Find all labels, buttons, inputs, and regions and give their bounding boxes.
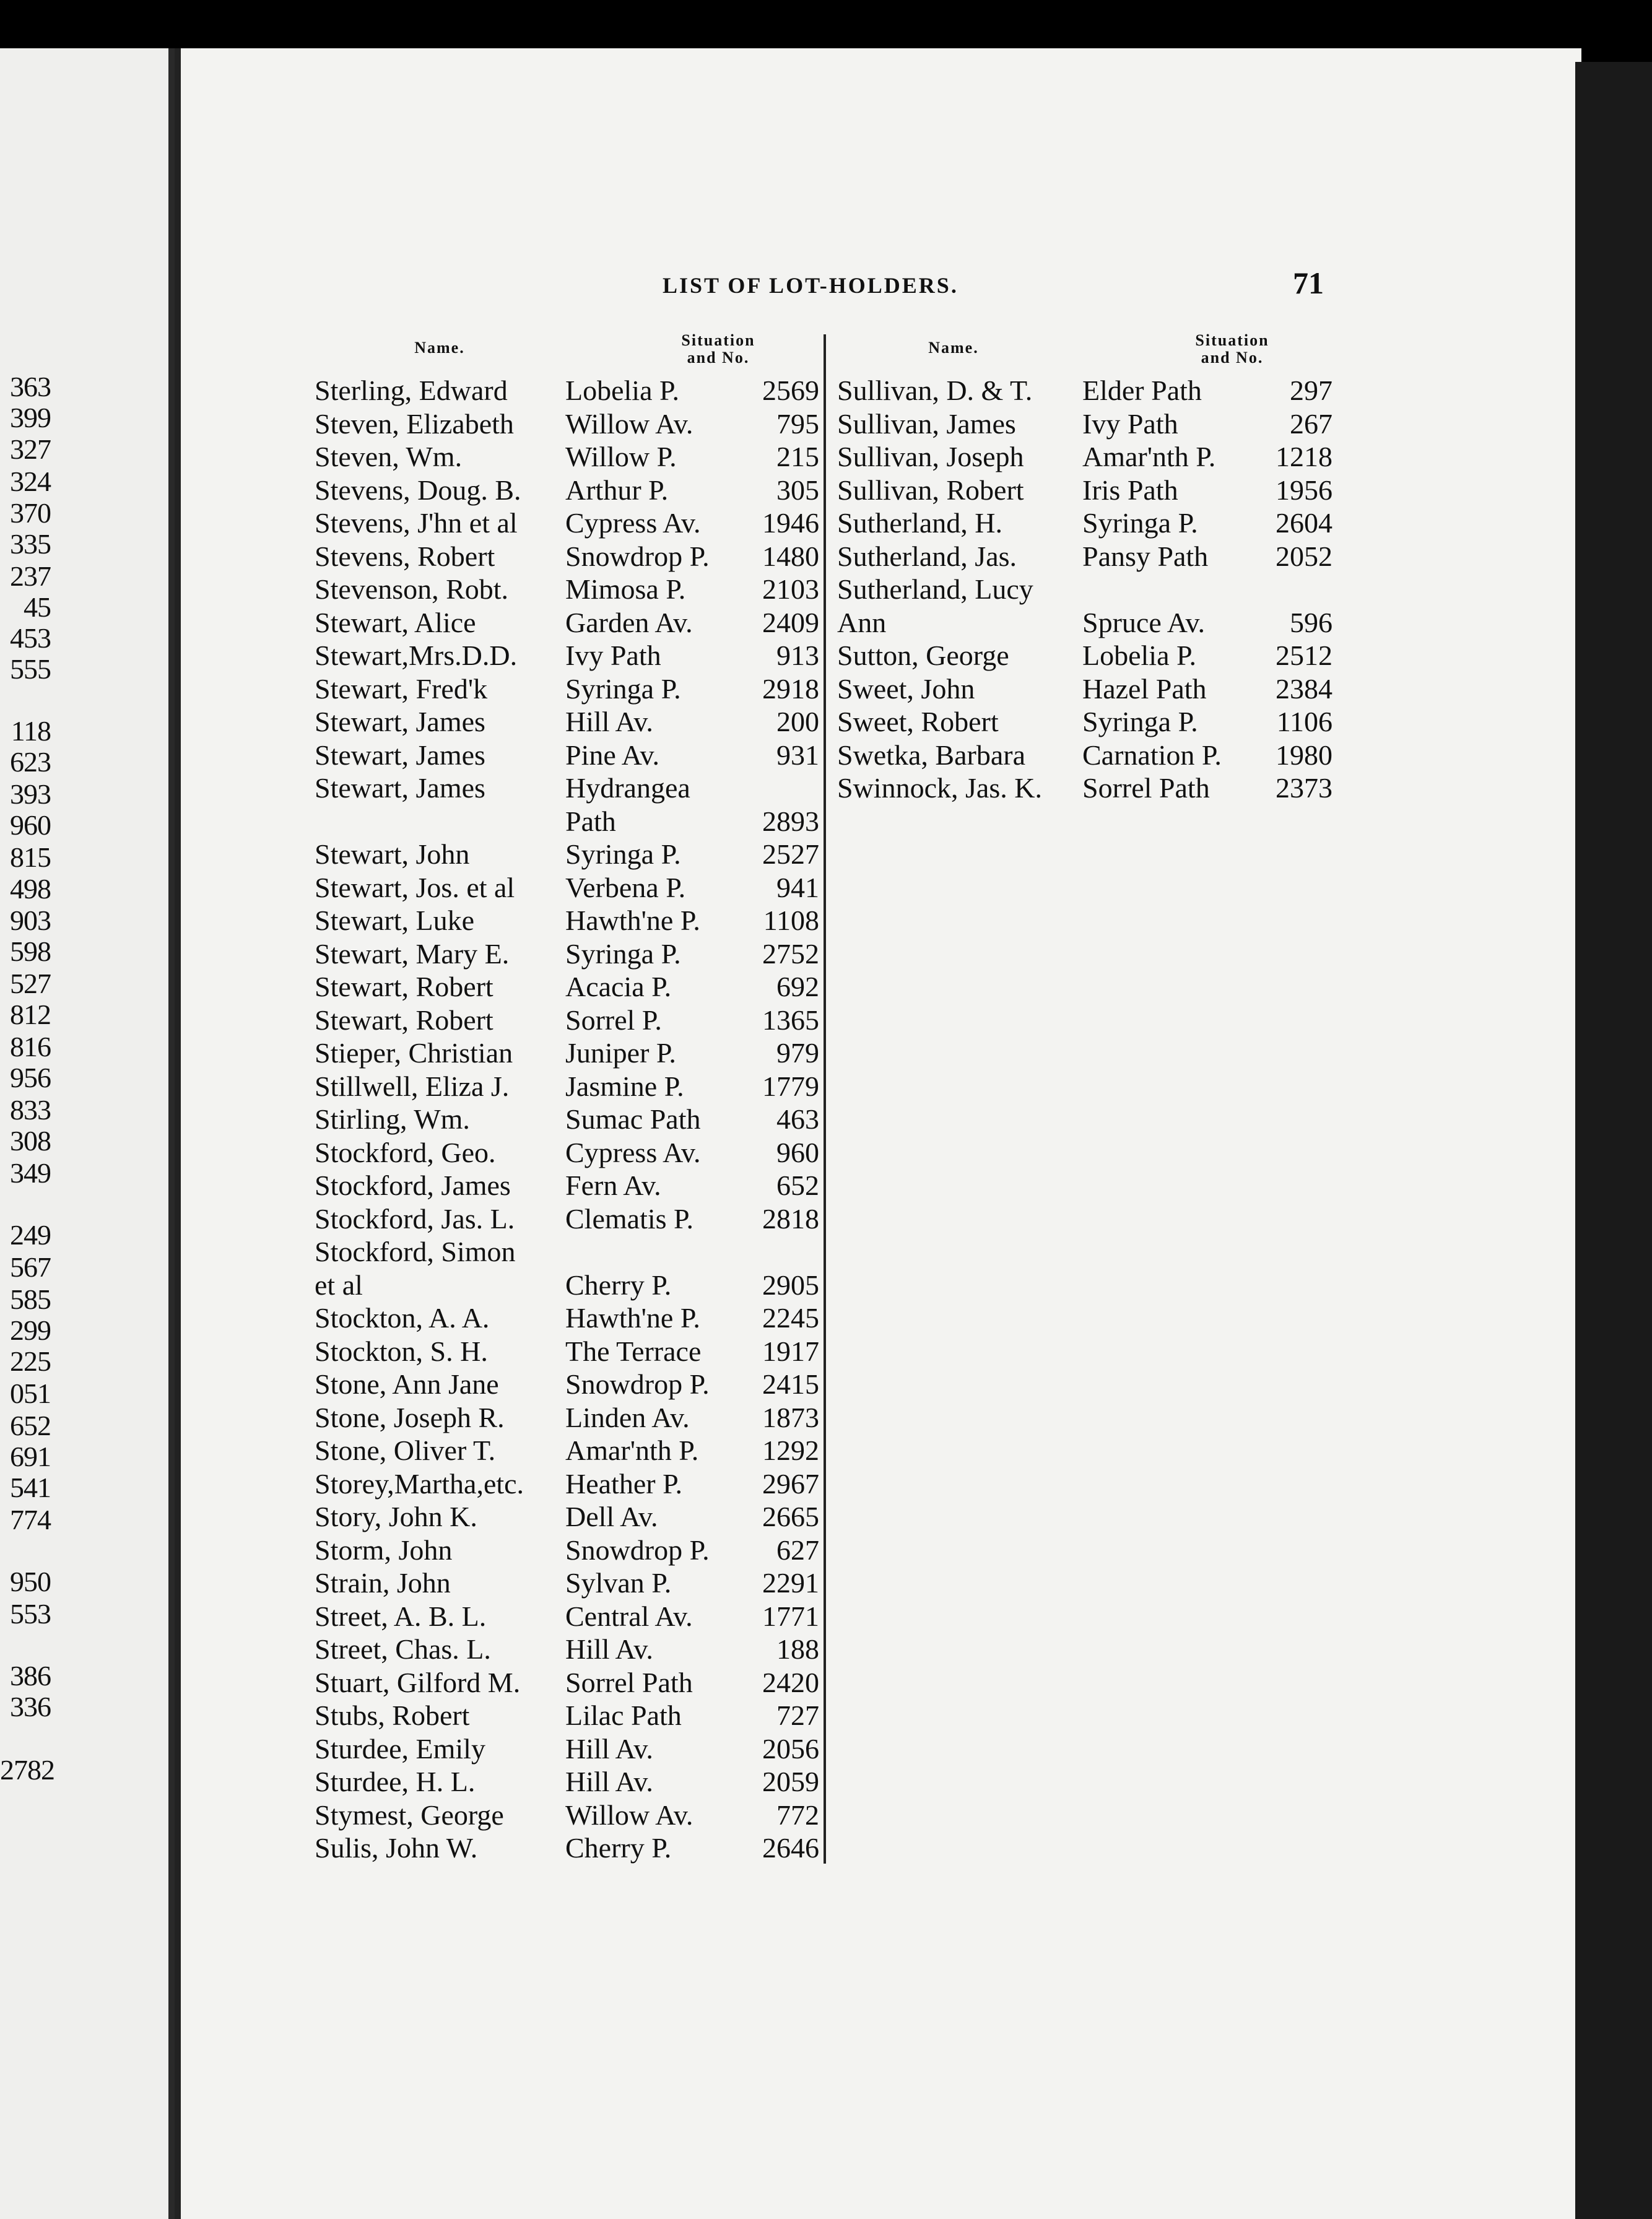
lot-holder-name: Street, A. B. L.: [315, 1600, 487, 1632]
lot-number: 1946: [762, 507, 819, 539]
lot-holder-entry: [315, 540, 819, 573]
lot-number: 1480: [762, 540, 819, 572]
lot-holder-name: Sullivan, D. & T.: [837, 375, 1033, 406]
lot-number: 297: [1290, 375, 1332, 406]
lot-holder-entry: [315, 1765, 819, 1799]
facing-page-number: 555: [10, 653, 51, 685]
facing-page-number: 386: [10, 1660, 51, 1691]
lot-holder-name: Sturdee, H. L.: [315, 1766, 476, 1797]
left-lot-holder-list: [315, 374, 819, 1865]
lot-holder-name: Stevens, J'hn et al: [315, 507, 518, 539]
lot-holder-entry: [837, 407, 1332, 441]
lot-number: 2420: [762, 1666, 819, 1698]
lot-number: 2569: [762, 375, 819, 406]
lot-holder-name: Sulis, John W.: [315, 1832, 478, 1864]
lot-situation: Arthur P.: [565, 474, 669, 506]
facing-page-number: 553: [10, 1598, 51, 1630]
lot-number: 1771: [762, 1600, 819, 1632]
lot-situation: Carnation P.: [1082, 739, 1222, 771]
lot-number: 2373: [1276, 772, 1332, 804]
lot-number: 1218: [1276, 441, 1332, 472]
lot-holder-entry: [315, 1269, 819, 1302]
lot-situation: Jasmine P.: [565, 1070, 684, 1102]
lot-holder-name: Sutherland, Lucy: [837, 573, 1033, 605]
lot-holder-name: Stevenson, Robt.: [315, 573, 509, 605]
lot-holder-entry: [315, 374, 819, 407]
lot-holder-name: Stevens, Doug. B.: [315, 474, 521, 506]
lot-number: 188: [776, 1633, 819, 1665]
left-situation-column-header: Situation and No.: [681, 331, 755, 367]
facing-page-number: 237: [10, 560, 51, 592]
lot-holder-entry: [315, 871, 819, 905]
facing-page-number: 812: [10, 999, 51, 1030]
column-divider: [824, 334, 826, 1864]
lot-situation: Ivy Path: [1082, 407, 1178, 440]
lot-number: 267: [1290, 407, 1332, 440]
lot-situation: Snowdrop P.: [565, 540, 710, 572]
lot-holder-entry: [837, 739, 1332, 772]
lot-number: 1108: [763, 905, 819, 936]
lot-holder-entry: [837, 771, 1332, 805]
page-edge-shadow: [1575, 62, 1652, 2219]
lot-number: 1873: [762, 1401, 819, 1433]
lot-holder-entry: [837, 474, 1332, 507]
lot-number: 2245: [762, 1302, 819, 1334]
lot-number: 596: [1290, 606, 1332, 638]
lot-situation: Ivy Path: [565, 640, 661, 671]
lot-holder-entry: [837, 573, 1332, 606]
lot-number: 2818: [762, 1202, 819, 1235]
lot-holder-name: Sweet, Robert: [837, 706, 999, 737]
lot-holder-entry: [315, 1036, 819, 1070]
lot-situation: Lobelia P.: [565, 375, 679, 406]
facing-page-number: 249: [10, 1219, 51, 1251]
lot-holder-name: Stone, Joseph R.: [315, 1401, 505, 1433]
lot-holder-name: Stieper, Christian: [315, 1037, 513, 1069]
right-lot-holder-list: [837, 374, 1332, 805]
lot-holder-entry: [315, 1799, 819, 1832]
lot-situation: Cherry P.: [565, 1832, 672, 1864]
facing-page-number: 327: [10, 433, 51, 465]
lot-holder-entry: [837, 440, 1332, 474]
lot-number: 200: [776, 706, 819, 737]
lot-number: 2384: [1276, 672, 1332, 705]
lot-holder-name: Stewart, Robert: [315, 971, 493, 1002]
lot-number: 960: [776, 1136, 819, 1168]
lot-holder-entry: [315, 970, 819, 1004]
lot-situation: Willow Av.: [565, 407, 693, 440]
lot-holder-entry: [315, 1732, 819, 1766]
lot-holder-name: Stewart, Luke: [315, 905, 475, 936]
lot-number: 1779: [762, 1070, 819, 1102]
lot-holder-name: Sullivan, Joseph: [837, 441, 1024, 472]
lot-holder-name: Story, John K.: [315, 1501, 477, 1532]
facing-page-number: 45: [24, 591, 51, 623]
lot-number: 941: [776, 871, 819, 903]
lot-holder-name: Swinnock, Jas. K.: [837, 772, 1042, 804]
lot-holder-name: Stuart, Gilford M.: [315, 1666, 521, 1698]
lot-holder-name: Stewart, Jos. et al: [315, 871, 515, 903]
facing-page-number: 652: [10, 1410, 51, 1441]
lot-holder-entry: [315, 474, 819, 507]
lot-situation: Snowdrop P.: [565, 1368, 710, 1400]
lot-holder-entry: [315, 705, 819, 739]
lot-number: 2604: [1276, 507, 1332, 539]
lot-holder-entry: [315, 1070, 819, 1103]
lot-holder-entry: [315, 672, 819, 706]
lot-holder-name: Sturdee, Emily: [315, 1732, 485, 1765]
facing-page-number: 363: [10, 371, 51, 402]
facing-page-number: 950: [10, 1566, 51, 1597]
lot-holder-entry: [315, 1103, 819, 1136]
facing-page-number: 225: [10, 1345, 51, 1377]
lot-situation: Cypress Av.: [565, 507, 701, 539]
lot-situation: Hazel Path: [1082, 672, 1207, 705]
lot-holder-entry: [837, 705, 1332, 739]
lot-number: 2905: [762, 1269, 819, 1301]
lot-situation: The Terrace: [565, 1335, 702, 1367]
lot-number: 652: [776, 1170, 819, 1201]
lot-holder-entry: [315, 1831, 819, 1865]
lot-number: 692: [776, 971, 819, 1002]
facing-page-number: 956: [10, 1062, 51, 1093]
lot-holder-entry: [837, 606, 1332, 640]
lot-number: 2646: [762, 1832, 819, 1864]
lot-situation: Iris Path: [1082, 474, 1178, 506]
lot-holder-entry: [315, 739, 819, 772]
lot-holder-name: Stevens, Robert: [315, 540, 495, 572]
lot-holder-name: Stone, Oliver T.: [315, 1435, 496, 1466]
lot-holder-name: Stockford, Simon: [315, 1236, 516, 1267]
lot-holder-name: Stubs, Robert: [315, 1700, 470, 1731]
facing-page-number: 691: [10, 1441, 51, 1472]
facing-page-number: 453: [10, 622, 51, 654]
lot-situation: Linden Av.: [565, 1401, 690, 1433]
lot-situation: Mimosa P.: [565, 573, 686, 605]
lot-number: 2967: [762, 1467, 819, 1500]
lot-holder-name: Stewart, James: [315, 739, 485, 771]
lot-situation: Amar'nth P.: [565, 1435, 699, 1466]
lot-number: 1292: [762, 1435, 819, 1466]
facing-page-number: 118: [11, 715, 51, 747]
lot-holder-name: Strain, John: [315, 1567, 451, 1599]
lot-holder-entry: [315, 1434, 819, 1467]
lot-situation: Sumac Path: [565, 1103, 701, 1135]
page-number: 71: [1293, 266, 1324, 300]
lot-situation: Cherry P.: [565, 1269, 672, 1301]
lot-number: 1917: [762, 1335, 819, 1367]
lot-holder-entry: [315, 639, 819, 672]
lot-situation: Syringa P.: [1082, 706, 1198, 737]
lot-holder-entry: [315, 1534, 819, 1567]
lot-holder-entry: [315, 1566, 819, 1600]
lot-situation: Syringa P.: [565, 937, 681, 970]
lot-holder-name: Stone, Ann Jane: [315, 1368, 499, 1400]
facing-page-number: 815: [10, 841, 51, 873]
lot-holder-entry: [315, 1401, 819, 1435]
lot-holder-entry: [837, 540, 1332, 573]
lot-holder-name: Stirling, Wm.: [315, 1103, 470, 1135]
lot-situation: Syringa P.: [1082, 507, 1198, 539]
lot-number: 305: [776, 474, 819, 506]
lot-holder-name: Stewart,Mrs.D.D.: [315, 640, 518, 671]
lot-number: 627: [776, 1534, 819, 1566]
lot-holder-entry: [315, 606, 819, 640]
lot-situation: Hill Av.: [565, 1633, 653, 1665]
lot-number: 1956: [1276, 474, 1332, 506]
lot-situation: Garden Av.: [565, 606, 693, 638]
lot-holder-name: Sutton, George: [837, 640, 1009, 671]
lot-number: 979: [776, 1037, 819, 1069]
lot-holder-entry: [837, 506, 1332, 540]
facing-page-number: 393: [10, 778, 51, 810]
facing-page-number: 585: [10, 1283, 51, 1315]
lot-situation: Syringa P.: [565, 672, 681, 705]
lot-holder-name: Swetka, Barbara: [837, 739, 1025, 771]
facing-page-number: 623: [10, 746, 51, 778]
lot-holder-entry: [315, 1202, 819, 1236]
lot-situation: Snowdrop P.: [565, 1534, 710, 1566]
lot-holder-entry: [315, 771, 819, 805]
lot-situation: Fern Av.: [565, 1170, 661, 1201]
lot-situation: Clematis P.: [565, 1202, 694, 1235]
lot-holder-name: Sullivan, Robert: [837, 474, 1024, 506]
lot-situation: Elder Path: [1082, 375, 1202, 406]
facing-page-number: 2782: [0, 1754, 54, 1786]
lot-holder-entry: [315, 440, 819, 474]
lot-holder-entry: [315, 838, 819, 871]
lot-holder-entry: [315, 1633, 819, 1666]
lot-situation: Spruce Av.: [1082, 606, 1206, 638]
lot-holder-name: Stockton, S. H.: [315, 1335, 488, 1367]
lot-number: 931: [776, 739, 819, 771]
lot-situation: Hill Av.: [565, 1766, 653, 1797]
lot-holder-entry: [315, 1500, 819, 1534]
lot-number: 2415: [762, 1368, 819, 1400]
lot-holder-entry: [315, 1169, 819, 1202]
lot-number: 2103: [762, 573, 819, 605]
lot-holder-name: et al: [315, 1269, 363, 1301]
left-name-column-header: Name.: [414, 339, 465, 357]
lot-number: 2918: [762, 672, 819, 705]
lot-situation: Dell Av.: [565, 1501, 658, 1532]
lot-holder-name: Stockford, James: [315, 1170, 511, 1201]
facing-page-number: 308: [10, 1125, 51, 1157]
facing-page-number: 598: [10, 936, 51, 967]
lot-holder-name: Storm, John: [315, 1534, 453, 1566]
facing-page-number: 960: [10, 809, 51, 841]
facing-page-number: 370: [10, 497, 51, 529]
facing-page-number: 541: [10, 1472, 51, 1503]
lot-holder-entry: [315, 573, 819, 606]
lot-holder-entry: [837, 374, 1332, 407]
lot-situation: Heather P.: [565, 1467, 683, 1500]
lot-number: 1106: [1276, 706, 1332, 737]
facing-page-number: 903: [10, 905, 51, 936]
facing-page-number: 527: [10, 968, 51, 999]
lot-holder-name: Stymest, George: [315, 1799, 504, 1831]
lot-situation: Hill Av.: [565, 706, 653, 737]
lot-situation: Willow P.: [565, 441, 677, 472]
page-header-title: LIST OF LOT-HOLDERS.: [663, 273, 959, 298]
facing-page-number: 567: [10, 1251, 51, 1283]
lot-situation: Amar'nth P.: [1082, 441, 1216, 472]
facing-page-number: 299: [10, 1314, 51, 1346]
lot-situation: Hawth'ne P.: [565, 1302, 700, 1334]
lot-holder-name: Stewart, John: [315, 838, 470, 870]
lot-situation: Sorrel Path: [565, 1666, 693, 1698]
facing-page-number: 349: [10, 1157, 51, 1189]
lot-situation: Hill Av.: [565, 1732, 653, 1765]
lot-holder-name: Sullivan, James: [837, 407, 1016, 440]
lot-number: 215: [776, 441, 819, 472]
lot-number: 2527: [762, 838, 819, 870]
lot-situation: Acacia P.: [565, 971, 672, 1002]
facing-page-number: 774: [10, 1504, 51, 1535]
lot-holder-entry: [837, 639, 1332, 672]
lot-holder-entry: [315, 1301, 819, 1335]
lot-situation: Lobelia P.: [1082, 640, 1196, 671]
lot-number: 2409: [762, 606, 819, 638]
facing-page-number: 324: [10, 466, 51, 497]
lot-situation: Central Av.: [565, 1600, 693, 1632]
lot-holder-name: Stewart, Alice: [315, 606, 476, 638]
lot-situation: Syringa P.: [565, 838, 681, 870]
lot-holder-entry: [315, 1335, 819, 1368]
right-situation-column-header: Situation and No.: [1195, 331, 1269, 367]
lot-holder-entry: [315, 407, 819, 441]
lot-number: 463: [776, 1103, 819, 1135]
lot-holder-name: Stewart, James: [315, 772, 485, 804]
lot-number: 913: [776, 640, 819, 671]
lot-holder-name: Stockford, Jas. L.: [315, 1202, 515, 1235]
lot-situation: Pine Av.: [565, 739, 660, 771]
lot-holder-entry: [315, 1235, 819, 1269]
lot-holder-name: Stockford, Geo.: [315, 1136, 496, 1168]
lot-holder-name: Stewart, Fred'k: [315, 672, 488, 705]
lot-holder-entry: [315, 805, 819, 838]
facing-page-number: 051: [10, 1378, 51, 1409]
lot-holder-name: Sutherland, H.: [837, 507, 1003, 539]
lot-number: 795: [776, 407, 819, 440]
lot-number: 2052: [1276, 540, 1332, 572]
lot-situation: Lilac Path: [565, 1700, 682, 1731]
lot-situation: Verbena P.: [565, 871, 686, 903]
lot-number: 2512: [1276, 640, 1332, 671]
lot-holder-entry: [315, 1136, 819, 1170]
lot-holder-name: Ann: [837, 606, 887, 638]
lot-holder-name: Sterling, Edward: [315, 375, 508, 406]
lot-number: 1365: [762, 1004, 819, 1036]
lot-holder-name: Stockton, A. A.: [315, 1302, 490, 1334]
lot-number: 2665: [762, 1501, 819, 1532]
lot-holder-entry: [837, 672, 1332, 706]
lot-number: 2893: [762, 805, 819, 837]
lot-holder-name: Street, Chas. L.: [315, 1633, 491, 1665]
lot-holder-name: Sweet, John: [837, 672, 975, 705]
lot-holder-entry: [315, 1666, 819, 1700]
lot-situation: Sorrel P.: [565, 1004, 662, 1036]
lot-holder-name: Stewart, Mary E.: [315, 937, 510, 970]
lot-number: 727: [776, 1700, 819, 1731]
lot-holder-name: Stillwell, Eliza J.: [315, 1070, 510, 1102]
lot-number: 2752: [762, 937, 819, 970]
lot-holder-name: Steven, Elizabeth: [315, 407, 514, 440]
lot-situation: Hawth'ne P.: [565, 905, 700, 936]
lot-situation: Sylvan P.: [565, 1567, 672, 1599]
lot-holder-entry: [315, 1467, 819, 1501]
lot-holder-name: Steven, Wm.: [315, 441, 463, 472]
lot-holder-entry: [315, 1699, 819, 1732]
lot-number: 2059: [762, 1766, 819, 1797]
facing-page-number: 816: [10, 1031, 51, 1062]
lot-holder-entry: [315, 937, 819, 971]
lot-holder-name: Storey,Martha,etc.: [315, 1467, 524, 1500]
lot-situation: Path: [565, 805, 616, 837]
lot-holder-entry: [315, 1368, 819, 1401]
facing-page-number: 833: [10, 1094, 51, 1126]
facing-page-number: 399: [10, 402, 51, 433]
lot-situation: Juniper P.: [565, 1037, 676, 1069]
lot-holder-entry: [315, 904, 819, 937]
lot-holder-entry: [315, 1004, 819, 1037]
lot-holder-name: Stewart, James: [315, 706, 485, 737]
lot-situation: Pansy Path: [1082, 540, 1209, 572]
lot-holder-name: Stewart, Robert: [315, 1004, 493, 1036]
facing-page-number: 336: [10, 1691, 51, 1722]
lot-situation: Cypress Av.: [565, 1136, 701, 1168]
facing-page-number: 335: [10, 528, 51, 560]
lot-holder-entry: [315, 1600, 819, 1633]
lot-situation: Sorrel Path: [1082, 772, 1210, 804]
lot-holder-name: Sutherland, Jas.: [837, 540, 1017, 572]
lot-number: 772: [776, 1799, 819, 1831]
facing-page-number: 498: [10, 873, 51, 905]
lot-number: 1980: [1276, 739, 1332, 771]
lot-situation: Willow Av.: [565, 1799, 693, 1831]
lot-holder-entry: [315, 506, 819, 540]
lot-number: 2291: [762, 1567, 819, 1599]
lot-number: 2056: [762, 1732, 819, 1765]
lot-situation: Hydrangea: [565, 772, 690, 804]
right-name-column-header: Name.: [928, 339, 979, 357]
